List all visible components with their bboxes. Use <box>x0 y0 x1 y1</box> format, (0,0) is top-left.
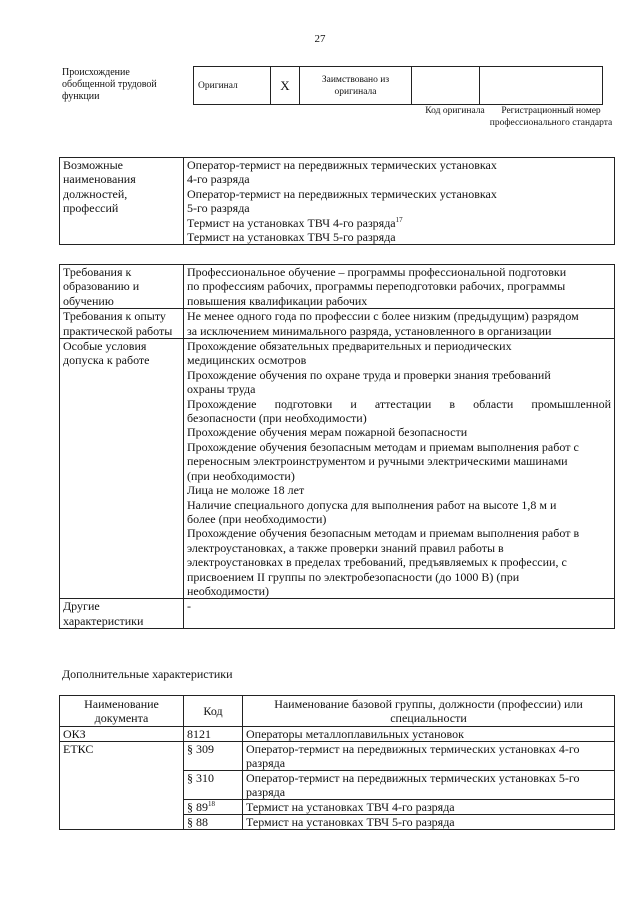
requirement-row <box>60 599 615 629</box>
position-item: 5-го разряда <box>187 201 250 216</box>
requirement-label: Требования к образованию и обучению <box>60 265 184 309</box>
position-item-text: Термист на установках ТВЧ 4-го разряда <box>187 215 396 230</box>
requirement-label: Другие характеристики <box>60 599 184 629</box>
positions-label: Возможные наименования должностей, профессий <box>60 158 184 245</box>
name-cell: Термист на установках ТВЧ 4-го разряда <box>243 800 615 815</box>
requirement-text <box>184 599 615 629</box>
req-line: - <box>187 599 191 614</box>
footnote-mark: 18 <box>208 800 215 808</box>
page-number: 27 <box>314 33 326 45</box>
name-cell: Операторы металлоплавильных установок <box>243 727 615 742</box>
req-line: Прохождение обучения мерам пожарной безопасности <box>187 425 468 440</box>
requirement-row <box>60 309 615 339</box>
reg-number-caption: Регистрационный номер профессионального стандарта <box>489 106 613 128</box>
req-line: Прохождение обязательных предварительных и периодических <box>187 339 512 354</box>
header-code: Код <box>184 696 243 727</box>
footnote-mark: 17 <box>395 215 403 224</box>
name-cell: Оператор-термист на передвижных термических установках 5-го разряда <box>243 771 615 800</box>
code-original-cell <box>412 67 480 105</box>
requirement-row <box>60 339 615 599</box>
requirement-text <box>184 309 615 339</box>
original-mark: X <box>271 67 300 105</box>
code-original-caption: Код оригинала <box>425 106 485 116</box>
doc-cell: ЕТКС <box>60 742 184 830</box>
position-item: Оператор-термист на передвижных термических установках <box>187 186 497 201</box>
additional-header-row <box>60 696 615 727</box>
positions-table <box>59 157 615 245</box>
name-cell: Термист на установках ТВЧ 5-го разряда <box>243 815 615 830</box>
req-line: Прохождение обучения по охране труда и проверки знания требований <box>187 367 551 382</box>
req-line: Лица не моложе 18 лет <box>187 483 305 498</box>
code-cell <box>184 800 243 815</box>
positions-list <box>184 158 615 245</box>
requirement-text <box>184 339 615 599</box>
requirement-text <box>184 265 615 309</box>
req-line: электроустановках в пределах требований, предъявляемых к профессии, с <box>187 555 567 570</box>
requirements-table <box>59 264 615 629</box>
req-line: Не менее одного года по профессии с более низким (предыдущим) разрядом <box>187 309 579 324</box>
position-item <box>187 216 611 230</box>
position-item: Оператор-термист на передвижных термических установках <box>187 158 497 172</box>
original-label: Оригинал <box>194 67 271 105</box>
header-doc: Наименование документа <box>60 696 184 727</box>
position-item: Термист на установках ТВЧ 5-го разряда <box>187 230 396 245</box>
doc-cell: ОКЗ <box>60 727 184 742</box>
req-line: безопасности (при необходимости) <box>187 411 367 426</box>
additional-heading: Дополнительные характеристики <box>62 667 233 681</box>
code-cell: § 88 <box>184 815 243 830</box>
name-cell: Оператор-термист на передвижных термических установках 4-го разряда <box>243 742 615 771</box>
position-item: 4-го разряда <box>187 172 250 187</box>
req-line: Прохождение подготовки и аттестации в области промышленной <box>187 396 611 411</box>
reg-number-cell <box>480 67 603 105</box>
req-line: медицинских осмотров <box>187 353 307 368</box>
header-name: Наименование базовой группы, должности (профессии) или специальности <box>243 696 615 727</box>
req-line: (при необходимости) <box>187 468 295 483</box>
code-cell: § 310 <box>184 771 243 800</box>
requirement-label: Особые условия допуска к работе <box>60 339 184 599</box>
code-cell: 8121 <box>184 727 243 742</box>
req-line: за исключением минимального разряда, установленного в организации <box>187 323 552 338</box>
req-line: Профессиональное обучение – программы профессиональной подготовки <box>187 265 567 279</box>
req-line: охраны труда <box>187 382 256 397</box>
req-line: Наличие специального допуска для выполнения работ на высоте 1,8 м и <box>187 497 557 512</box>
req-line: Прохождение обучения безопасным методам и приемам выполнения работ в <box>187 526 580 541</box>
additional-table <box>59 695 615 830</box>
code-text: § 89 <box>187 800 208 814</box>
origin-label: Происхождение обобщенной трудовой функции <box>62 67 157 102</box>
req-line: необходимости) <box>187 583 270 598</box>
req-line: присвоением II группы по электробезопасности (до 1000 В) (при <box>187 569 520 584</box>
req-line: более (при необходимости) <box>187 511 327 526</box>
req-line: электроустановках, а также проверки знаний правил работы в <box>187 540 504 555</box>
table-row <box>60 727 615 742</box>
req-line: повышения квалификации рабочих <box>187 293 368 308</box>
req-line: переносным электроинструментом и ручными электрическими машинами <box>187 454 568 469</box>
origin-table <box>193 66 603 105</box>
req-line: по профессиям рабочих, программы переподготовки рабочих, программы <box>187 279 566 294</box>
req-line: Прохождение обучения безопасным методам и приемам выполнения работ с <box>187 439 579 454</box>
code-cell: § 309 <box>184 742 243 771</box>
requirement-label: Требования к опыту практической работы <box>60 309 184 339</box>
requirement-row <box>60 265 615 309</box>
borrowed-label: Заимствовано из оригинала <box>300 67 412 105</box>
table-row <box>60 742 615 771</box>
